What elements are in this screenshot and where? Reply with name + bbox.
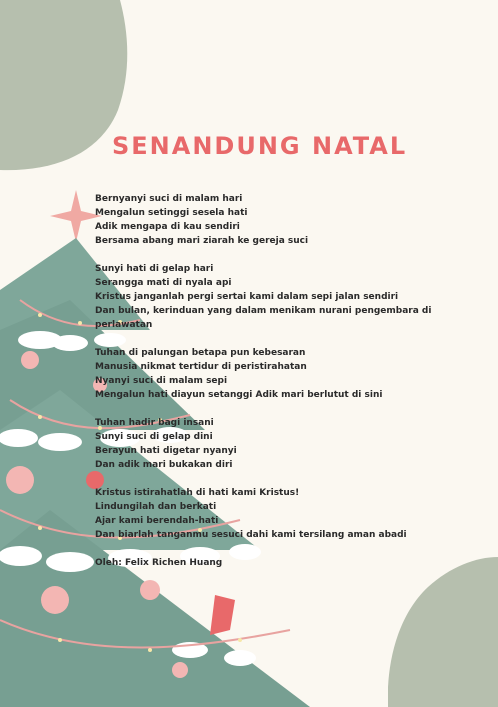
poem-line: Berayun hati digetar nyanyi [95,446,237,456]
poem-line: Mengalun setinggi sesela hati [95,208,248,218]
poem-line: Tuhan di palungan betapa pun kebesaran [95,348,306,358]
poem-line: Adik mengapa di kau sendiri [95,222,240,232]
poem-line: Manusia nikmat tertidur di peristirahatan [95,362,307,372]
poem-line: Serangga mati di nyala api [95,278,232,288]
poem-line: Sunyi suci di gelap dini [95,432,213,442]
stanza [95,416,435,472]
stanza [95,192,435,248]
stanza [95,262,435,332]
poem-line: Dan biarlah tanganmu sesuci dahi kami tersilang aman abadi [95,530,407,540]
poem-line: Lindungilah dan berkati [95,502,217,512]
stanza [95,346,435,402]
poem-line: Kristus janganlah pergi sertai kami dalam sepi jalan sendiri [95,292,399,302]
poem-author: Oleh: Felix Richen Huang [95,558,223,568]
corner-blob-bottom-right [388,557,498,707]
poem-line: Bernyanyi suci di malam hari [95,194,243,204]
poem-body [95,192,435,570]
poem-line: Mengalun hati diayun setanggi Adik mari berlutut di sini [95,390,383,400]
poem-line: Dan bulan, kerinduan yang dalam menikam nurani pengembara di perlawatan [95,306,432,330]
stanza [95,486,435,542]
poem-line: Dan adik mari bukakan diri [95,460,233,470]
poem-line: Sunyi hati di gelap hari [95,264,214,274]
poem-line: Bersama abang mari ziarah ke gereja suci [95,236,309,246]
poem-line: Ajar kami berendah-hati [95,516,219,526]
poem-title: SENANDUNG NATAL [112,132,408,160]
poem-line: Kristus istirahatlah di hati kami Kristus! [95,488,300,498]
poem-line: Nyanyi suci di malam sepi [95,376,228,386]
poem-line: Tuhan hadir bagi insani [95,418,214,428]
